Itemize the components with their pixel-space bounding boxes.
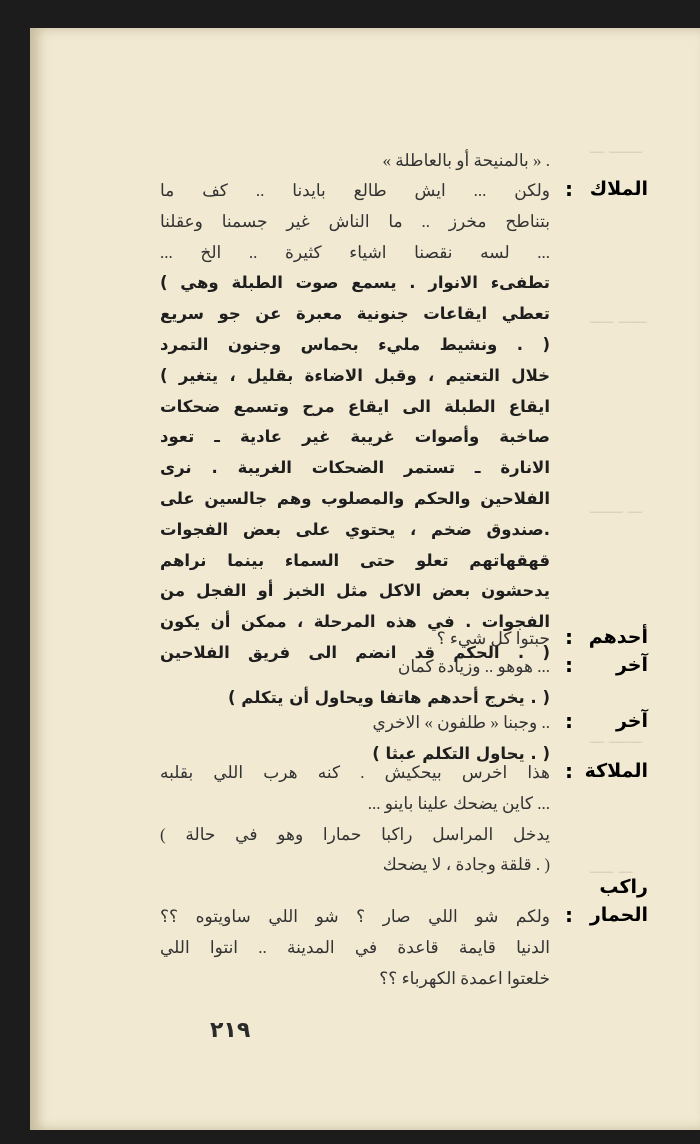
- dialogue-line: قلقة وجادة ، لا يضحك . ): [382, 855, 550, 875]
- dialogue-line: الدنيا قايمة قاعدة في المدينة .. انتوا اللي: [160, 937, 550, 957]
- bleed-through: ـــــــ ـــ: [590, 498, 642, 517]
- page-number: ٢١٩: [210, 1018, 251, 1043]
- speaker-name: الحمار: [589, 904, 648, 926]
- dialogue-line: هذا اخرس بيحكيش . كنه هرب اللي بقلبه: [160, 763, 550, 782]
- dialogue-line: ولكن ... ايش طالع بايدنا .. كف ما: [160, 181, 550, 200]
- bleed-through: ـــــ ـــ: [590, 858, 633, 877]
- stage-direction-line: قهقهاتهم تعلو حتى السماء بينما نراهم: [160, 550, 550, 570]
- speaker-colon: :: [565, 709, 573, 733]
- stage-direction-line: ونشيط مليء بحماس وجنون التمرد . ): [160, 335, 550, 354]
- dialogue-line: خلعتوا اعمدة الكهرباء ؟؟: [379, 968, 550, 988]
- bleed-through: ـــ ـــــــ: [590, 138, 642, 157]
- stage-direction-line: صاخبة وأصوات غريبة غير عادية ـ تعود: [160, 427, 550, 447]
- bleed-through: ـــــ ــــــ: [590, 308, 647, 327]
- dialogue-line: ولكم شو اللي صار ؟ شو اللي ساويتوه ؟؟: [160, 907, 550, 926]
- stage-direction-line: الفلاحين والحكم والمصلوب وهم جالسين على: [160, 489, 550, 508]
- speaker-name: آخر: [615, 710, 648, 732]
- stage-direction-line: الانارة ـ تستمر الضحكات الغريبة . نرى: [160, 458, 550, 478]
- dialogue-line: ... لسه نقصنا اشياء كثيرة .. الخ ...: [160, 242, 550, 262]
- stage-direction-line: ( تطفىء الانوار . يسمع صوت الطبلة وهي: [160, 273, 550, 293]
- speaker-name: أحدهم: [588, 626, 648, 648]
- speaker-name: الملاك: [589, 178, 648, 200]
- speaker-name: راكب: [599, 876, 648, 898]
- dialogue-line: وجبنا « طلفون » الاخري ..: [372, 713, 550, 732]
- speaker-colon: :: [565, 903, 573, 927]
- speaker-colon: :: [565, 625, 573, 649]
- dialogue-line: جبتوا كل شيء ؟: [436, 629, 550, 648]
- stage-direction-line: يدحشون بعض الاكل مثل الخبز أو الفجل من: [160, 581, 550, 601]
- speaker-name: آخر: [615, 654, 648, 676]
- stage-direction-line: صندوق ضخم ، يحتوي على بعض الفجوات.: [160, 519, 550, 539]
- stage-direction-line: ( يخرج أحدهم هاتفا ويحاول أن يتكلم . ): [228, 687, 550, 707]
- stage-direction-line: ايقاع الطبلة الى ايقاع مرح وتسمع ضحكات: [160, 396, 550, 416]
- dialogue-line: ... كاين يضحك علينا باينو ...: [367, 793, 550, 813]
- dialogue-line: هوهو .. وزيادة كمان ...: [397, 657, 550, 676]
- stage-direction-line: تعطي ايقاعات جنونية معبرة عن جو سريع: [160, 304, 550, 324]
- speaker-name: الملاكة: [584, 760, 648, 782]
- speaker-colon: :: [565, 653, 573, 677]
- stage-direction-line: الفجوات . في هذه المرحلة ، ممكن أن يكون: [160, 612, 550, 632]
- speaker-colon: :: [565, 759, 573, 783]
- dialogue-line: بتناطح مخرز .. ما الناش غير جسمنا وعقلنا: [160, 211, 550, 231]
- dialogue-line: ( يدخل المراسل راكبا حمارا وهو في حالة: [160, 824, 550, 844]
- stage-direction-line: ( يحاول التكلم عبثا . ): [372, 743, 550, 763]
- stage-direction-line: ( خلال التعتيم ، وقبل الاضاءة بقليل ، يتغير: [160, 365, 550, 385]
- bleed-through: ـــ ـــــــ: [590, 728, 642, 747]
- speaker-colon: :: [565, 177, 573, 201]
- dialogue-line: « بالمنيحة أو بالعاطلة » .: [382, 151, 550, 170]
- stage-direction-line: الحكم قد انضم الى فريق الفلاحين . ): [160, 643, 550, 662]
